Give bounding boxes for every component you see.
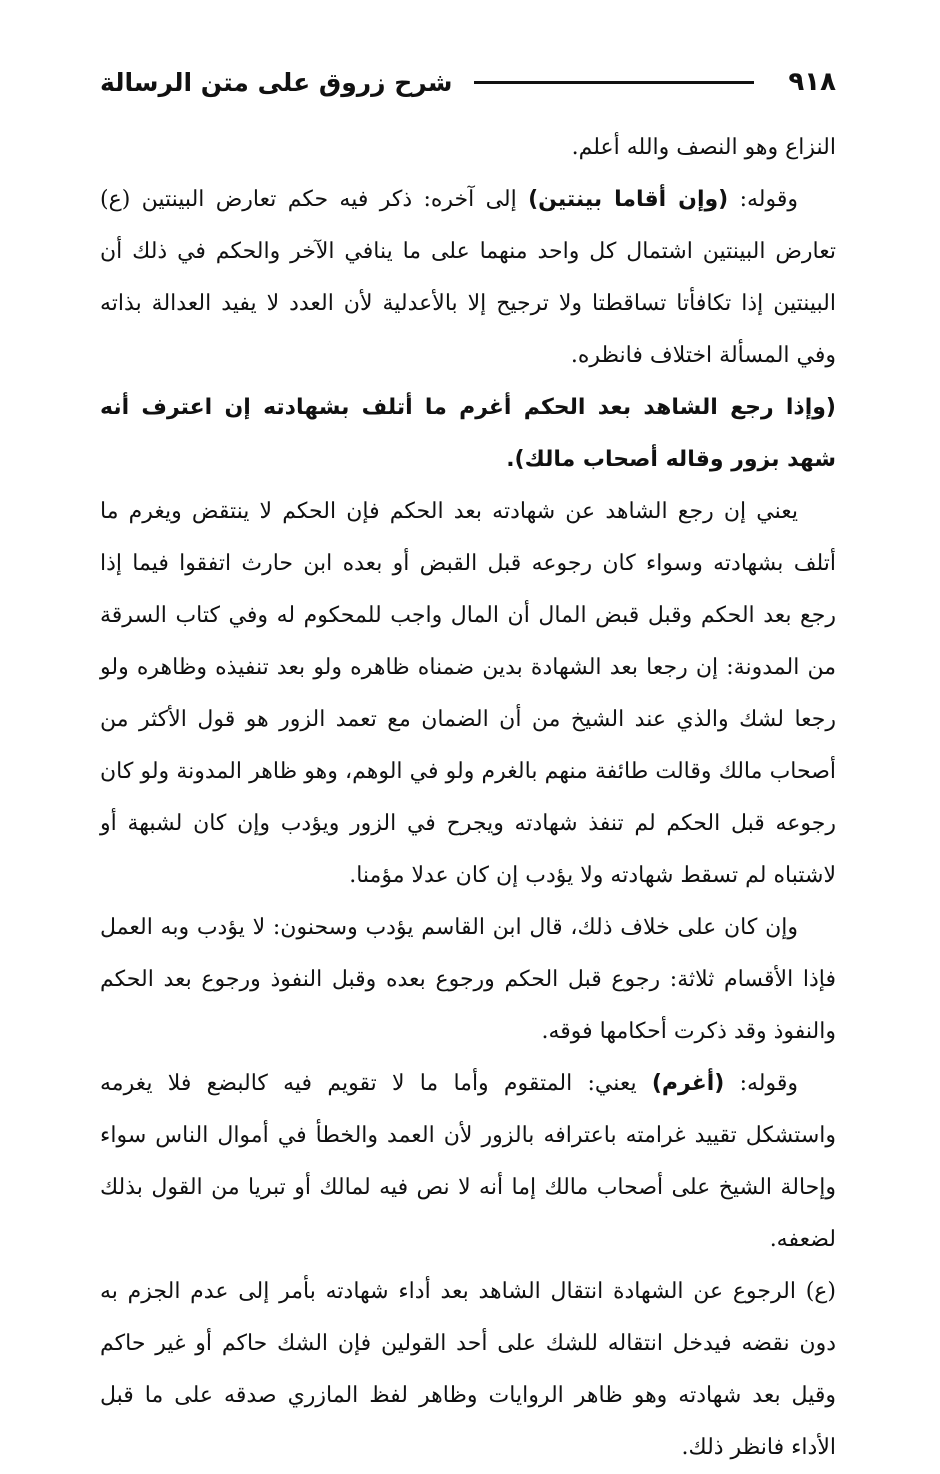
running-title: شرح زروق على متن الرسالة <box>100 67 453 97</box>
paragraph-text: النزاع وهو النصف والله أعلم. <box>571 135 836 160</box>
paragraph <box>100 1058 836 1266</box>
paragraph <box>100 122 836 174</box>
paragraph-text: وقوله: <box>728 187 798 212</box>
quoted-matn: (أغرم) <box>651 1071 725 1096</box>
paragraph-text: وإن كان على خلاف ذلك، قال ابن القاسم يؤدب وسحنون: لا يؤدب وبه العمل فإذا الأقسام ثلاثة: رجوع قبل الحكم ورجوع بعده وقبل النفوذ ورجوع بعد الحكم والنفوذ وقد ذكرت أحكامها فوقه. <box>100 915 836 1044</box>
header-rule <box>474 81 754 84</box>
paragraph-text: يعني: المتقوم وأما ما لا تقويم فيه كالبضع فلا يغرمه واستشكل تقييد غرامته باعترافه بالزور لأن العمد والخطأ في أموال الناس سواء وإحالة الشيخ على أصحاب مالك إما أنه لا نص فيه لمالك أو تبريا من القول بذلك لضعفه. <box>100 1071 836 1252</box>
paragraph <box>100 1266 836 1474</box>
quoted-matn: (وإن أقاما بينتين) <box>528 187 729 212</box>
paragraph <box>100 902 836 1058</box>
paragraph-text: يعني إن رجع الشاهد عن شهادته بعد الحكم فإن الحكم لا ينتقض ويغرم ما أتلف بشهادته وسواء كان رجوعه قبل القبض أو بعده ابن حارث اتفقوا فيما إذا رجع بعد الحكم وقبل قبض المال أن المال واجب للمحكوم له وفي كتاب السرقة من المدونة: إن رجعا بعد الشهادة بدين ضمناه ظاهره ولو بعد تنفيذه وظاهره ولو رجعا لشك والذي عند الشيخ من أن الضمان مع تعمد الزور هو قول الأكثر من أصحاب مالك وقالت طائفة منهم بالغرم ولو في الوهم، وهو ظاهر المدونة ولو كان رجوعه قبل الحكم لم تنفذ شهادته ويجرح في الزور ويؤدب وإن كان لشبهة أو لاشتباه لم تسقط شهادته ولا يؤدب إن كان عدلا مؤمنا. <box>100 499 837 888</box>
paragraph-text: (ع) الرجوع عن الشهادة انتقال الشاهد بعد أداء شهادته بأمر إلى عدم الجزم به دون نقضه فيدخل انتقاله للشك على أحد القولين فإن الشك حاكم أو غير حاكم وقيل بعد شهادته وهو ظاهر الروايات وظاهر لفظ المازري صدقه على ما قبل الأداء فانظر ذلك. <box>100 1279 836 1460</box>
quoted-matn: (وإذا رجع الشاهد بعد الحكم أغرم ما أتلف بشهادته إن اعترف أنه شهد بزور وقاله أصحاب مالك). <box>100 395 836 472</box>
body-text <box>100 122 836 1474</box>
page-number: ٩١٨ <box>788 67 836 97</box>
page-header <box>100 60 836 104</box>
paragraph-text: إلى آخره: ذكر فيه حكم تعارض البينتين (ع) تعارض البينتين اشتمال كل واحد منهما على ما ينافي الآخر والحكم في ذلك أن البينتين إذا تكافأتا تساقطتا ولا ترجيح إلا بالأعدلية لأن العدد لا يفيد العدالة بذاته وفي المسألة اختلاف فانظره. <box>100 187 836 368</box>
paragraph <box>100 174 836 382</box>
paragraph <box>100 382 836 486</box>
paragraph <box>100 486 836 902</box>
paragraph-text: وقوله: <box>724 1071 798 1096</box>
